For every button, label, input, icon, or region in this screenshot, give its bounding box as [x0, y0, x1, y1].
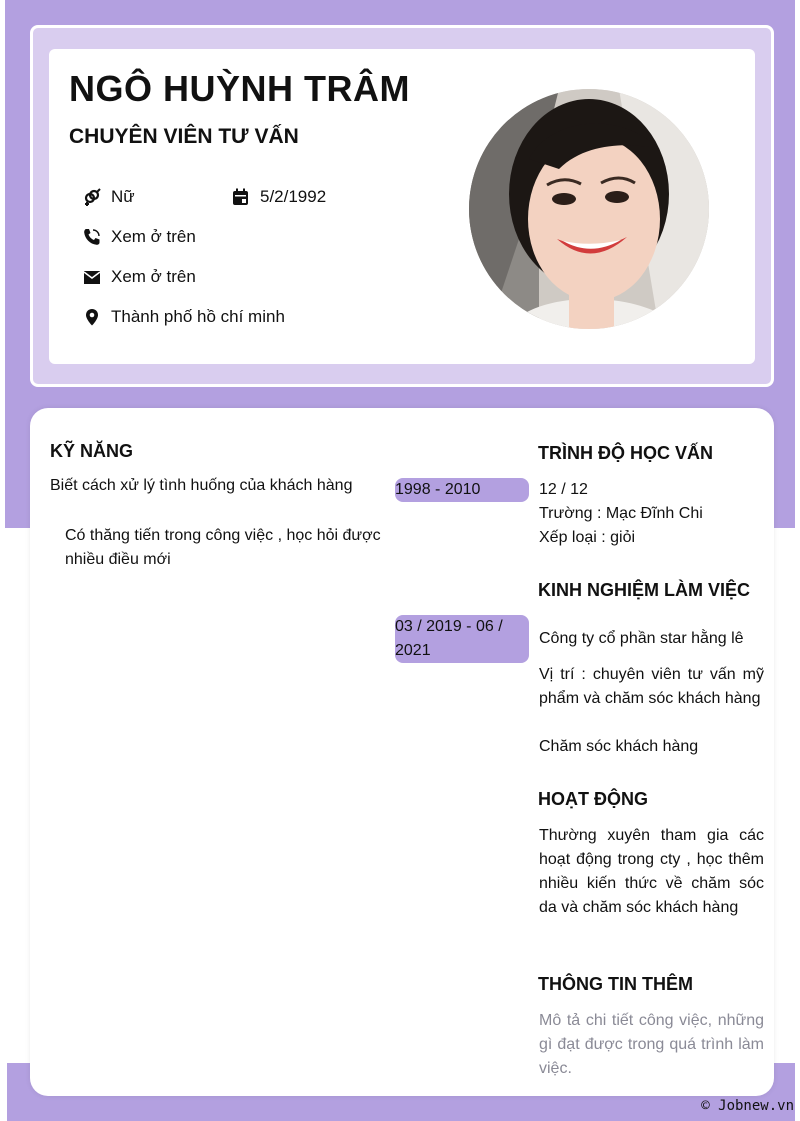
- birthday-info: [232, 187, 326, 207]
- education-grade: 12 / 12: [539, 481, 588, 498]
- birthday-value: 5/2/1992: [260, 187, 327, 206]
- location-pin-icon: [83, 308, 101, 326]
- candidate-position: CHUYÊN VIÊN TƯ VẤN: [69, 125, 299, 148]
- education-title: TRÌNH ĐỘ HỌC VẤN: [538, 443, 713, 463]
- education-school: Trường : Mạc Đĩnh Chi: [539, 505, 703, 522]
- portrait-photo: [469, 89, 709, 329]
- address-value: Thành phố hồ chí minh: [111, 307, 285, 326]
- experience-period: 03 / 2019 - 06 / 2021: [395, 618, 503, 659]
- education-period: 1998 - 2010: [395, 481, 481, 498]
- copyright: © Jobnew.vn: [701, 1098, 794, 1114]
- experience-duty: Chăm sóc khách hàng: [539, 738, 699, 755]
- phone-icon: [83, 228, 101, 246]
- experience-role: Vị trí : chuyên viên tư vấn mỹ phẩm và chăm sóc khách hàng: [539, 666, 764, 707]
- experience-company: Công ty cổ phần star hằng lê: [539, 630, 744, 647]
- education-rank: Xếp loại : giỏi: [539, 529, 636, 546]
- phone-info: [83, 227, 196, 247]
- envelope-icon: [83, 268, 101, 286]
- avatar: [469, 89, 709, 329]
- phone-value: Xem ở trên: [111, 227, 196, 246]
- extra-text: Mô tả chi tiết công việc, những gì đạt được trong quá trình làm việc.: [539, 1012, 764, 1077]
- gender-icon: [83, 188, 101, 206]
- email-info: [83, 267, 196, 287]
- extra-title: THÔNG TIN THÊM: [538, 974, 693, 994]
- experience-period-badge: [395, 615, 529, 663]
- skill-item: Có thăng tiến trong công việc , học hỏi được nhiều điều mới: [65, 527, 381, 568]
- education-period-badge: [395, 478, 529, 502]
- activities-text: Thường xuyên tham gia các hoạt động trong cty , học thêm nhiều kiến thức về chăm sóc da và chăm sóc khách hàng: [539, 827, 764, 916]
- calendar-icon: [232, 188, 250, 206]
- address-info: [83, 307, 285, 327]
- skills-title: KỸ NĂNG: [50, 441, 134, 461]
- skill-item: Biết cách xử lý tình huống của khách hàng: [50, 477, 353, 494]
- gender-value: Nữ: [111, 187, 135, 206]
- email-value: Xem ở trên: [111, 267, 196, 286]
- experience-title: KINH NGHIỆM LÀM VIỆC: [538, 580, 751, 600]
- activities-title: HOẠT ĐỘNG: [538, 789, 648, 809]
- candidate-name: NGÔ HUỲNH TRÂM: [69, 68, 410, 109]
- gender-info: [83, 187, 135, 207]
